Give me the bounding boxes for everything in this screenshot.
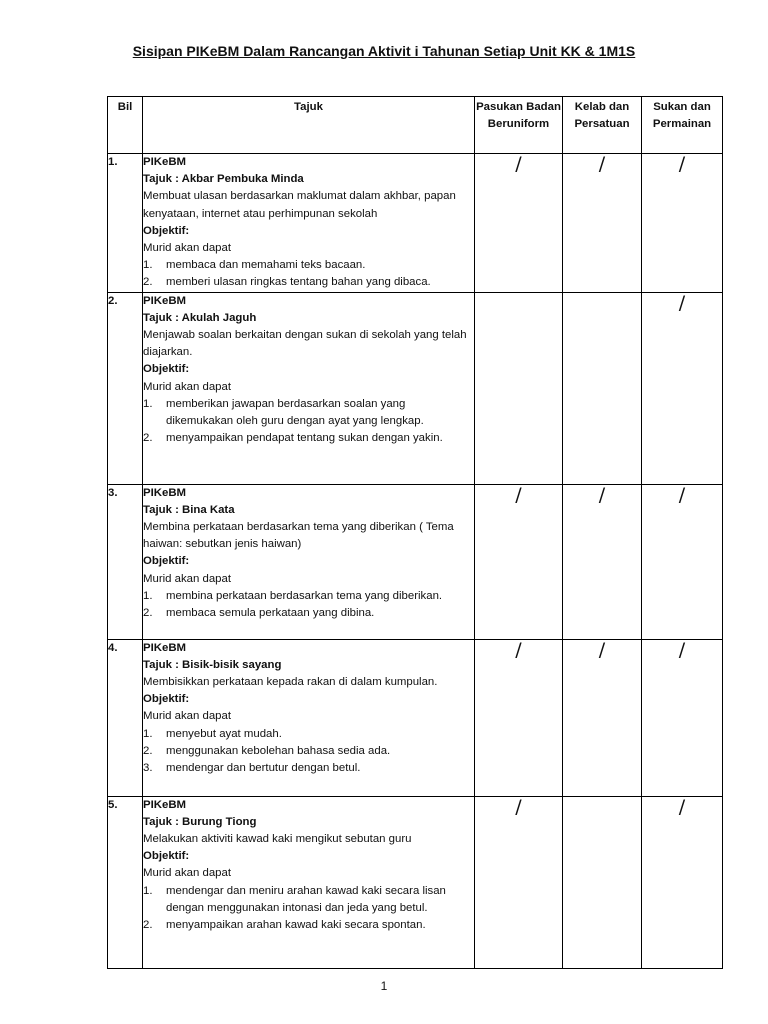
objective-number: 1. (143, 259, 153, 272)
check-mark-pasukan-badan-beruniform: / (475, 796, 563, 968)
topic-title: Tajuk : Burung Tiong (143, 815, 257, 828)
table-header-row (108, 97, 723, 154)
page-number: 1 (380, 979, 388, 993)
objective-number: 2. (143, 607, 153, 620)
check-mark-sukan-dan-permainan: / (642, 292, 723, 484)
check-mark-sukan-dan-permainan: / (642, 484, 723, 639)
header-bil: Bil (108, 97, 143, 154)
objective-list (143, 257, 474, 291)
check-mark-pasukan-badan-beruniform: / (475, 484, 563, 639)
objective-item (143, 743, 474, 760)
objective-list (143, 396, 474, 448)
activity-cell (143, 484, 475, 639)
objective-intro: Murid akan dapat (143, 380, 232, 393)
objective-text: membina perkataan berdasarkan tema yang diberikan. (166, 589, 443, 602)
objective-text: membaca dan memahami teks bacaan. (166, 259, 366, 272)
objective-number: 2. (143, 276, 153, 289)
objective-number: 2. (143, 432, 153, 445)
objective-item (143, 726, 474, 743)
objective-text: menggunakan kebolehan bahasa sedia ada. (166, 744, 391, 757)
topic-title: Tajuk : Akulah Jaguh (143, 311, 257, 324)
check-mark-pasukan-badan-beruniform (475, 292, 563, 484)
objective-intro: Murid akan dapat (143, 710, 232, 723)
program-label: PIKeBM (143, 641, 187, 654)
objective-label: Objektif: (143, 693, 190, 706)
objective-item (143, 430, 474, 447)
table-row (108, 639, 723, 796)
program-label: PIKeBM (143, 798, 187, 811)
objective-item (143, 917, 474, 934)
header-sukan-dan-permainan: Sukan dan Permainan (642, 97, 723, 154)
objective-text: memberi ulasan ringkas tentang bahan yang dibaca. (166, 276, 431, 289)
check-mark-sukan-dan-permainan: / (642, 796, 723, 968)
objective-number: 2. (143, 919, 153, 932)
objective-label: Objektif: (143, 224, 190, 237)
objective-item (143, 605, 474, 622)
objective-number: 1. (143, 589, 153, 602)
row-number: 5. (108, 796, 143, 968)
header-kelab-dan-persatuan: Kelab dan Persatuan (563, 97, 642, 154)
topic-title: Tajuk : Bina Kata (143, 503, 235, 516)
objective-label: Objektif: (143, 850, 190, 863)
objective-text: menyampaikan arahan kawad kaki secara spontan. (166, 919, 426, 932)
check-mark-kelab-dan-persatuan: / (563, 639, 642, 796)
row-number: 1. (108, 154, 143, 293)
objective-item (143, 396, 474, 430)
objective-list (143, 726, 474, 778)
objective-item (143, 274, 474, 291)
objective-text: mendengar dan bertutur dengan betul. (166, 762, 361, 775)
program-label: PIKeBM (143, 294, 187, 307)
table-row (108, 154, 723, 293)
check-mark-kelab-dan-persatuan: / (563, 154, 642, 293)
check-mark-kelab-dan-persatuan: / (563, 484, 642, 639)
check-mark-sukan-dan-permainan: / (642, 154, 723, 293)
objective-item (143, 883, 474, 917)
check-mark-pasukan-badan-beruniform: / (475, 154, 563, 293)
objective-text: menyampaikan pendapat tentang sukan dengan yakin. (166, 432, 443, 445)
header-pasukan-badan-beruniform: Pasukan Badan Beruniform (475, 97, 563, 154)
objective-intro: Murid akan dapat (143, 242, 232, 255)
objective-label: Objektif: (143, 363, 190, 376)
table-row (108, 292, 723, 484)
objective-intro: Murid akan dapat (143, 867, 232, 880)
objective-list (143, 588, 474, 622)
objective-number: 1. (143, 727, 153, 740)
row-number: 2. (108, 292, 143, 484)
table-row (108, 796, 723, 968)
topic-title: Tajuk : Akbar Pembuka Minda (143, 173, 304, 186)
table-row (108, 484, 723, 639)
row-number: 3. (108, 484, 143, 639)
activity-table (107, 96, 723, 969)
objective-text: mendengar dan meniru arahan kawad kaki secara lisan dengan menggunakan intonasi dan jeda yang betul. (166, 884, 446, 914)
check-mark-kelab-dan-persatuan (563, 292, 642, 484)
activity-cell (143, 796, 475, 968)
page-title: Sisipan PIKeBM Dalam Rancangan Aktivit i Tahunan Setiap Unit KK & 1M1S (132, 43, 636, 59)
activity-description: Membina perkataan berdasarkan tema yang diberikan ( Tema haiwan: sebutkan jenis haiwan) (143, 521, 454, 551)
activity-description: Membisikkan perkataan kepada rakan di dalam kumpulan. (143, 676, 438, 689)
objective-list (143, 883, 474, 935)
objective-label: Objektif: (143, 555, 190, 568)
objective-item (143, 760, 474, 777)
check-mark-sukan-dan-permainan: / (642, 639, 723, 796)
objective-text: memberikan jawapan berdasarkan soalan yang dikemukakan oleh guru dengan ayat yang lengkap. (166, 397, 424, 428)
objective-intro: Murid akan dapat (143, 572, 232, 585)
objective-item (143, 588, 474, 605)
objective-item (143, 257, 474, 274)
activity-description: Menjawab soalan berkaitan dengan sukan di sekolah yang telah diajarkan. (143, 329, 467, 359)
objective-number: 1. (143, 397, 153, 410)
objective-text: membaca semula perkataan yang dibina. (166, 607, 375, 620)
objective-number: 3. (143, 762, 153, 775)
activity-cell (143, 639, 475, 796)
activity-cell (143, 292, 475, 484)
check-mark-pasukan-badan-beruniform: / (475, 639, 563, 796)
header-tajuk: Tajuk (143, 97, 475, 154)
program-label: PIKeBM (143, 156, 187, 168)
check-mark-kelab-dan-persatuan (563, 796, 642, 968)
objective-number: 1. (143, 884, 153, 897)
row-number: 4. (108, 639, 143, 796)
objective-number: 2. (143, 744, 153, 757)
activity-description: Melakukan aktiviti kawad kaki mengikut sebutan guru (143, 833, 412, 846)
program-label: PIKeBM (143, 486, 187, 499)
topic-title: Tajuk : Bisik-bisik sayang (143, 658, 282, 671)
activity-description: Membuat ulasan berdasarkan maklumat dalam akhbar, papan kenyataan, internet atau perhimpunan sekolah (143, 190, 456, 220)
activity-cell (143, 154, 475, 293)
objective-text: menyebut ayat mudah. (166, 727, 282, 740)
